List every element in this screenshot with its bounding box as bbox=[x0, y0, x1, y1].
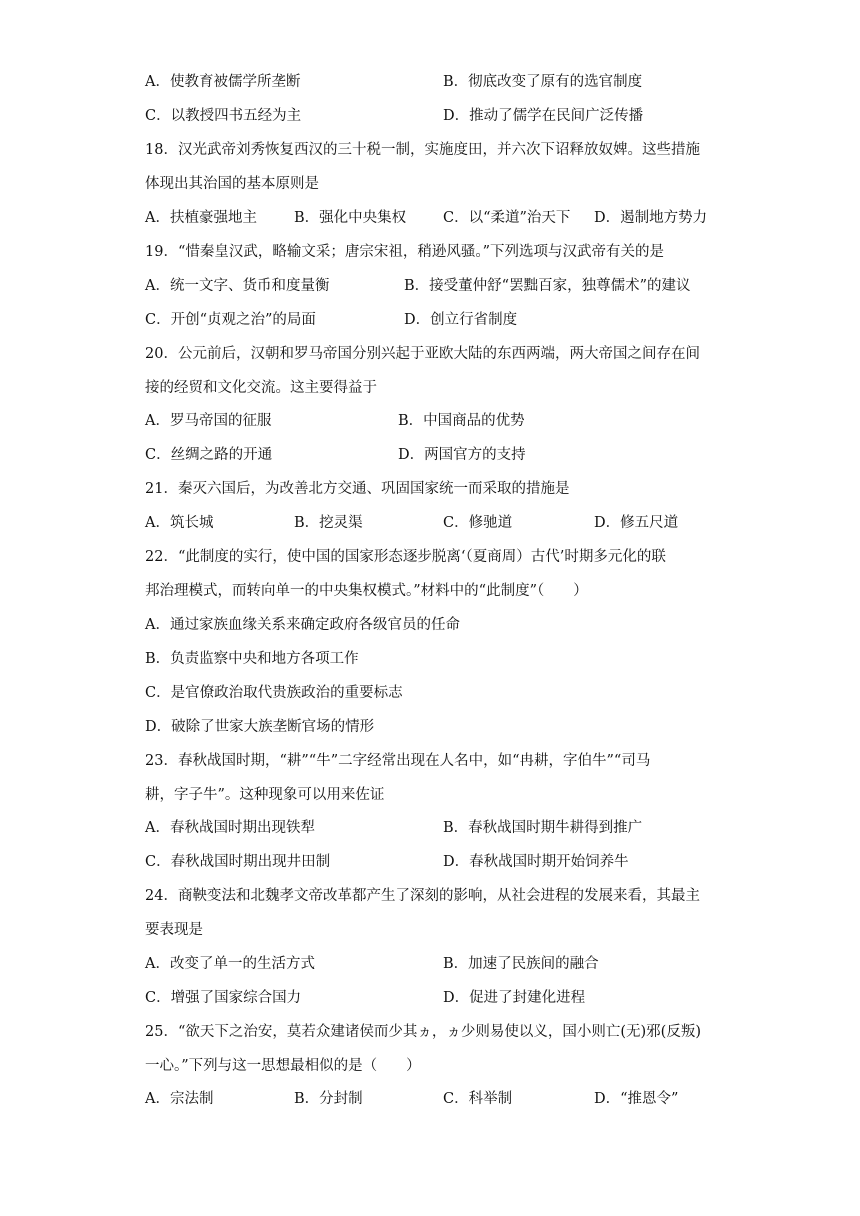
q23-option-a: A．春秋战国时期出现铁犁 bbox=[145, 820, 315, 836]
q23-option-d: D．春秋战国时期开始饲养牛 bbox=[443, 854, 629, 870]
q20-option-b: B．中国商品的优势 bbox=[398, 413, 525, 429]
q23-option-b: B．春秋战国时期牛耕得到推广 bbox=[443, 820, 643, 836]
q24-stem-line1: 24．商鞅变法和北魏孝文帝改革都产生了深刻的影响，从社会进程的发展来看，其最主 bbox=[145, 888, 700, 904]
q23-option-c: C．春秋战国时期出现井田制 bbox=[145, 854, 331, 870]
q23-stem-line2: 耕，字子牛”。这种现象可以用来佐证 bbox=[145, 787, 385, 803]
q18-stem-line2: 体现出其治国的基本原则是 bbox=[145, 176, 319, 192]
q25-option-a: A．宗法制 bbox=[145, 1091, 214, 1107]
q21-option-b: B．挖灵渠 bbox=[294, 515, 363, 531]
q20-stem-line1: 20．公元前后，汉朝和罗马帝国分别兴起于亚欧大陆的东西两端，两大帝国之间存在间 bbox=[145, 346, 700, 362]
q24-option-b: B．加速了民族间的融合 bbox=[443, 956, 599, 972]
q17-option-b: B．彻底改变了原有的选官制度 bbox=[443, 74, 643, 90]
q24-option-c: C．增强了国家综合国力 bbox=[145, 990, 302, 1006]
q19-option-a: A．统一文字、货币和度量衡 bbox=[145, 278, 330, 294]
q17-option-d: D．推动了儒学在民间广泛传播 bbox=[443, 108, 644, 124]
q18-stem-line1: 18．汉光武帝刘秀恢复西汉的三十税一制，实施度田，并六次下诏释放奴婢。这些措施 bbox=[145, 142, 700, 158]
q18-option-d: D．遏制地方势力 bbox=[594, 210, 708, 226]
q24-option-a: A．改变了单一的生活方式 bbox=[145, 956, 315, 972]
q24-option-d: D．促进了封建化进程 bbox=[443, 990, 586, 1006]
q25-option-b: B．分封制 bbox=[294, 1091, 363, 1107]
q22-stem-line2: 邦治理模式，而转向单一的中央集权模式。”材料中的“此制度”（ ） bbox=[145, 583, 588, 599]
q21-option-c: C．修驰道 bbox=[443, 515, 513, 531]
q24-stem-line2: 要表现是 bbox=[145, 922, 203, 938]
q18-option-b: B．强化中央集权 bbox=[294, 210, 407, 226]
q19-option-c: C．开创“贞观之治”的局面 bbox=[145, 312, 316, 328]
q22-option-a: A．通过家族血缘关系来确定政府各级官员的任命 bbox=[145, 617, 460, 633]
q22-stem-line1: 22．“此制度的实行，使中国的国家形态逐步脱离‘（夏商周）古代’时期多元化的联 bbox=[145, 549, 666, 565]
q21-option-a: A．筑长城 bbox=[145, 515, 214, 531]
q17-option-c: C．以教授四书五经为主 bbox=[145, 108, 302, 124]
q19-option-b: B．接受董仲舒“罢黜百家，独尊儒术”的建议 bbox=[404, 278, 691, 294]
q19-stem-line1: 19．“惜秦皇汉武，略输文采；唐宗宋祖，稍逊风骚。”下列选项与汉武帝有关的是 bbox=[145, 244, 665, 260]
q17-option-a: A．使教育被儒学所垄断 bbox=[145, 74, 301, 90]
q18-option-c: C．以“柔道”治天下 bbox=[443, 210, 571, 226]
q18-option-a: A．扶植豪强地主 bbox=[145, 210, 257, 226]
q25-stem-line2: 一心。”下列与这一思想最相似的是（ ） bbox=[145, 1058, 421, 1074]
q22-option-d: D．破除了世家大族垄断官场的情形 bbox=[145, 719, 375, 735]
q22-option-c: C．是官僚政治取代贵族政治的重要标志 bbox=[145, 685, 403, 701]
q20-stem-line2: 接的经贸和文化交流。这主要得益于 bbox=[145, 380, 377, 396]
q20-option-c: C．丝绸之路的开通 bbox=[145, 447, 273, 463]
q25-stem-line1: 25．“欲天下之治安，莫若众建诸侯而少其ヵ，ヵ少则易使以义，国小则亡(无)邪(反叛) bbox=[145, 1024, 701, 1040]
q22-option-b: B．负责监察中央和地方各项工作 bbox=[145, 651, 359, 667]
q25-option-d: D．“推恩令” bbox=[594, 1091, 679, 1107]
q23-stem-line1: 23．春秋战国时期，“耕”“牛”二字经常出现在人名中，如“冉耕，字伯牛”“司马 bbox=[145, 753, 651, 769]
q21-stem-line1: 21．秦灭六国后，为改善北方交通、巩固国家统一而采取的措施是 bbox=[145, 481, 570, 497]
q20-option-d: D．两国官方的支持 bbox=[398, 447, 526, 463]
q20-option-a: A．罗马帝国的征服 bbox=[145, 413, 272, 429]
q25-option-c: C．科举制 bbox=[443, 1091, 513, 1107]
q21-option-d: D．修五尺道 bbox=[594, 515, 679, 531]
q19-option-d: D．创立行省制度 bbox=[404, 312, 518, 328]
